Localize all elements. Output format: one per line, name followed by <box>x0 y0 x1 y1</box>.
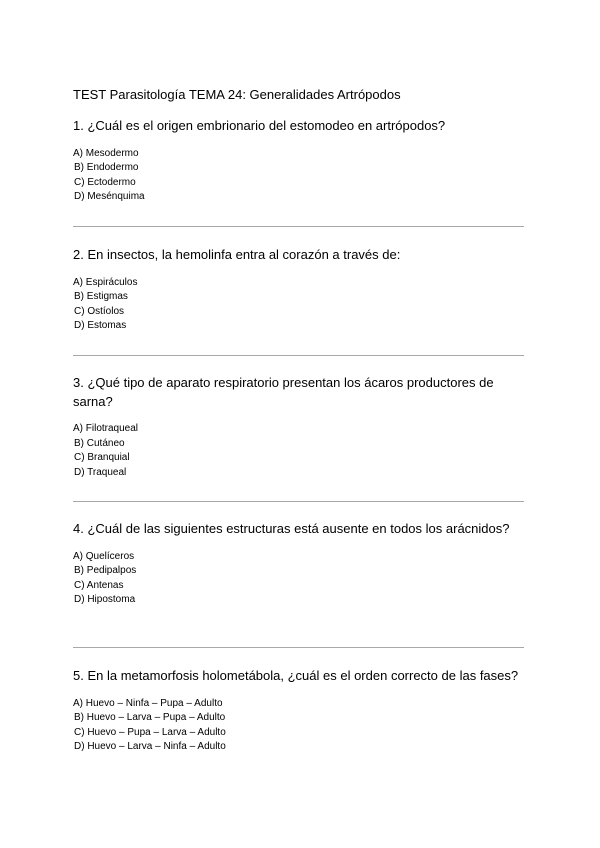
divider <box>73 355 524 356</box>
option-a: A) Filotraqueal <box>73 423 139 434</box>
option-d: D) Traqueal <box>74 466 127 478</box>
option-d: D) Estomas <box>74 320 127 331</box>
option-a: A) Mesodermo <box>73 147 139 159</box>
divider <box>73 647 524 648</box>
option-c: C) Huevo – Pupa – Larva – Adulto <box>74 726 226 738</box>
option-c: C) Ostíolos <box>74 305 125 317</box>
option-a: A) Huevo – Ninfa – Pupa – Adulto <box>73 697 223 709</box>
option-a: A) Espiráculos <box>73 276 138 288</box>
option-d: D) Mesénquima <box>74 191 145 202</box>
question-5-options <box>73 697 525 755</box>
option-b: B) Endodermo <box>74 162 139 173</box>
option-c: C) Ectodermo <box>74 176 136 188</box>
option-b: B) Estigmas <box>74 291 128 302</box>
option-b: B) Pedipalpos <box>74 565 137 576</box>
question-1-options <box>73 147 525 205</box>
question-2-options <box>73 276 525 334</box>
option-a: A) Quelíceros <box>73 550 135 562</box>
question-4-options <box>73 550 525 608</box>
question-5-text: 5. En la metamorfosis holometábola, ¿cuál es el orden correcto de las fases? <box>73 668 519 683</box>
test-page <box>73 0 525 848</box>
option-c: C) Branquial <box>74 452 130 463</box>
option-b: B) Cutáneo <box>74 437 125 449</box>
divider <box>73 226 524 227</box>
option-c: C) Antenas <box>74 579 124 591</box>
question-3-options <box>73 422 525 480</box>
question-3 <box>73 374 525 480</box>
option-b: B) Huevo – Larva – Pupa – Adulto <box>74 712 226 723</box>
question-1 <box>73 117 525 205</box>
document-title: TEST Parasitología TEMA 24: Generalidades Artrópodos <box>73 87 401 102</box>
question-4-text: 4. ¿Cuál de las siguientes estructuras está ausente en todos los arácnidos? <box>73 521 510 536</box>
option-d: D) Hipostoma <box>74 594 136 605</box>
question-2 <box>73 246 525 334</box>
question-1-text: 1. ¿Cuál es el origen embrionario del estomodeo en artrópodos? <box>73 118 446 133</box>
option-d: D) Huevo – Larva – Ninfa – Adulto <box>74 741 226 752</box>
question-3-text: 3. ¿Qué tipo de aparato respiratorio presentan los ácaros productores de sarna? <box>73 375 494 409</box>
question-5 <box>73 667 525 755</box>
question-4 <box>73 520 525 608</box>
divider <box>73 501 524 502</box>
question-2-text: 2. En insectos, la hemolinfa entra al corazón a través de: <box>73 247 401 262</box>
